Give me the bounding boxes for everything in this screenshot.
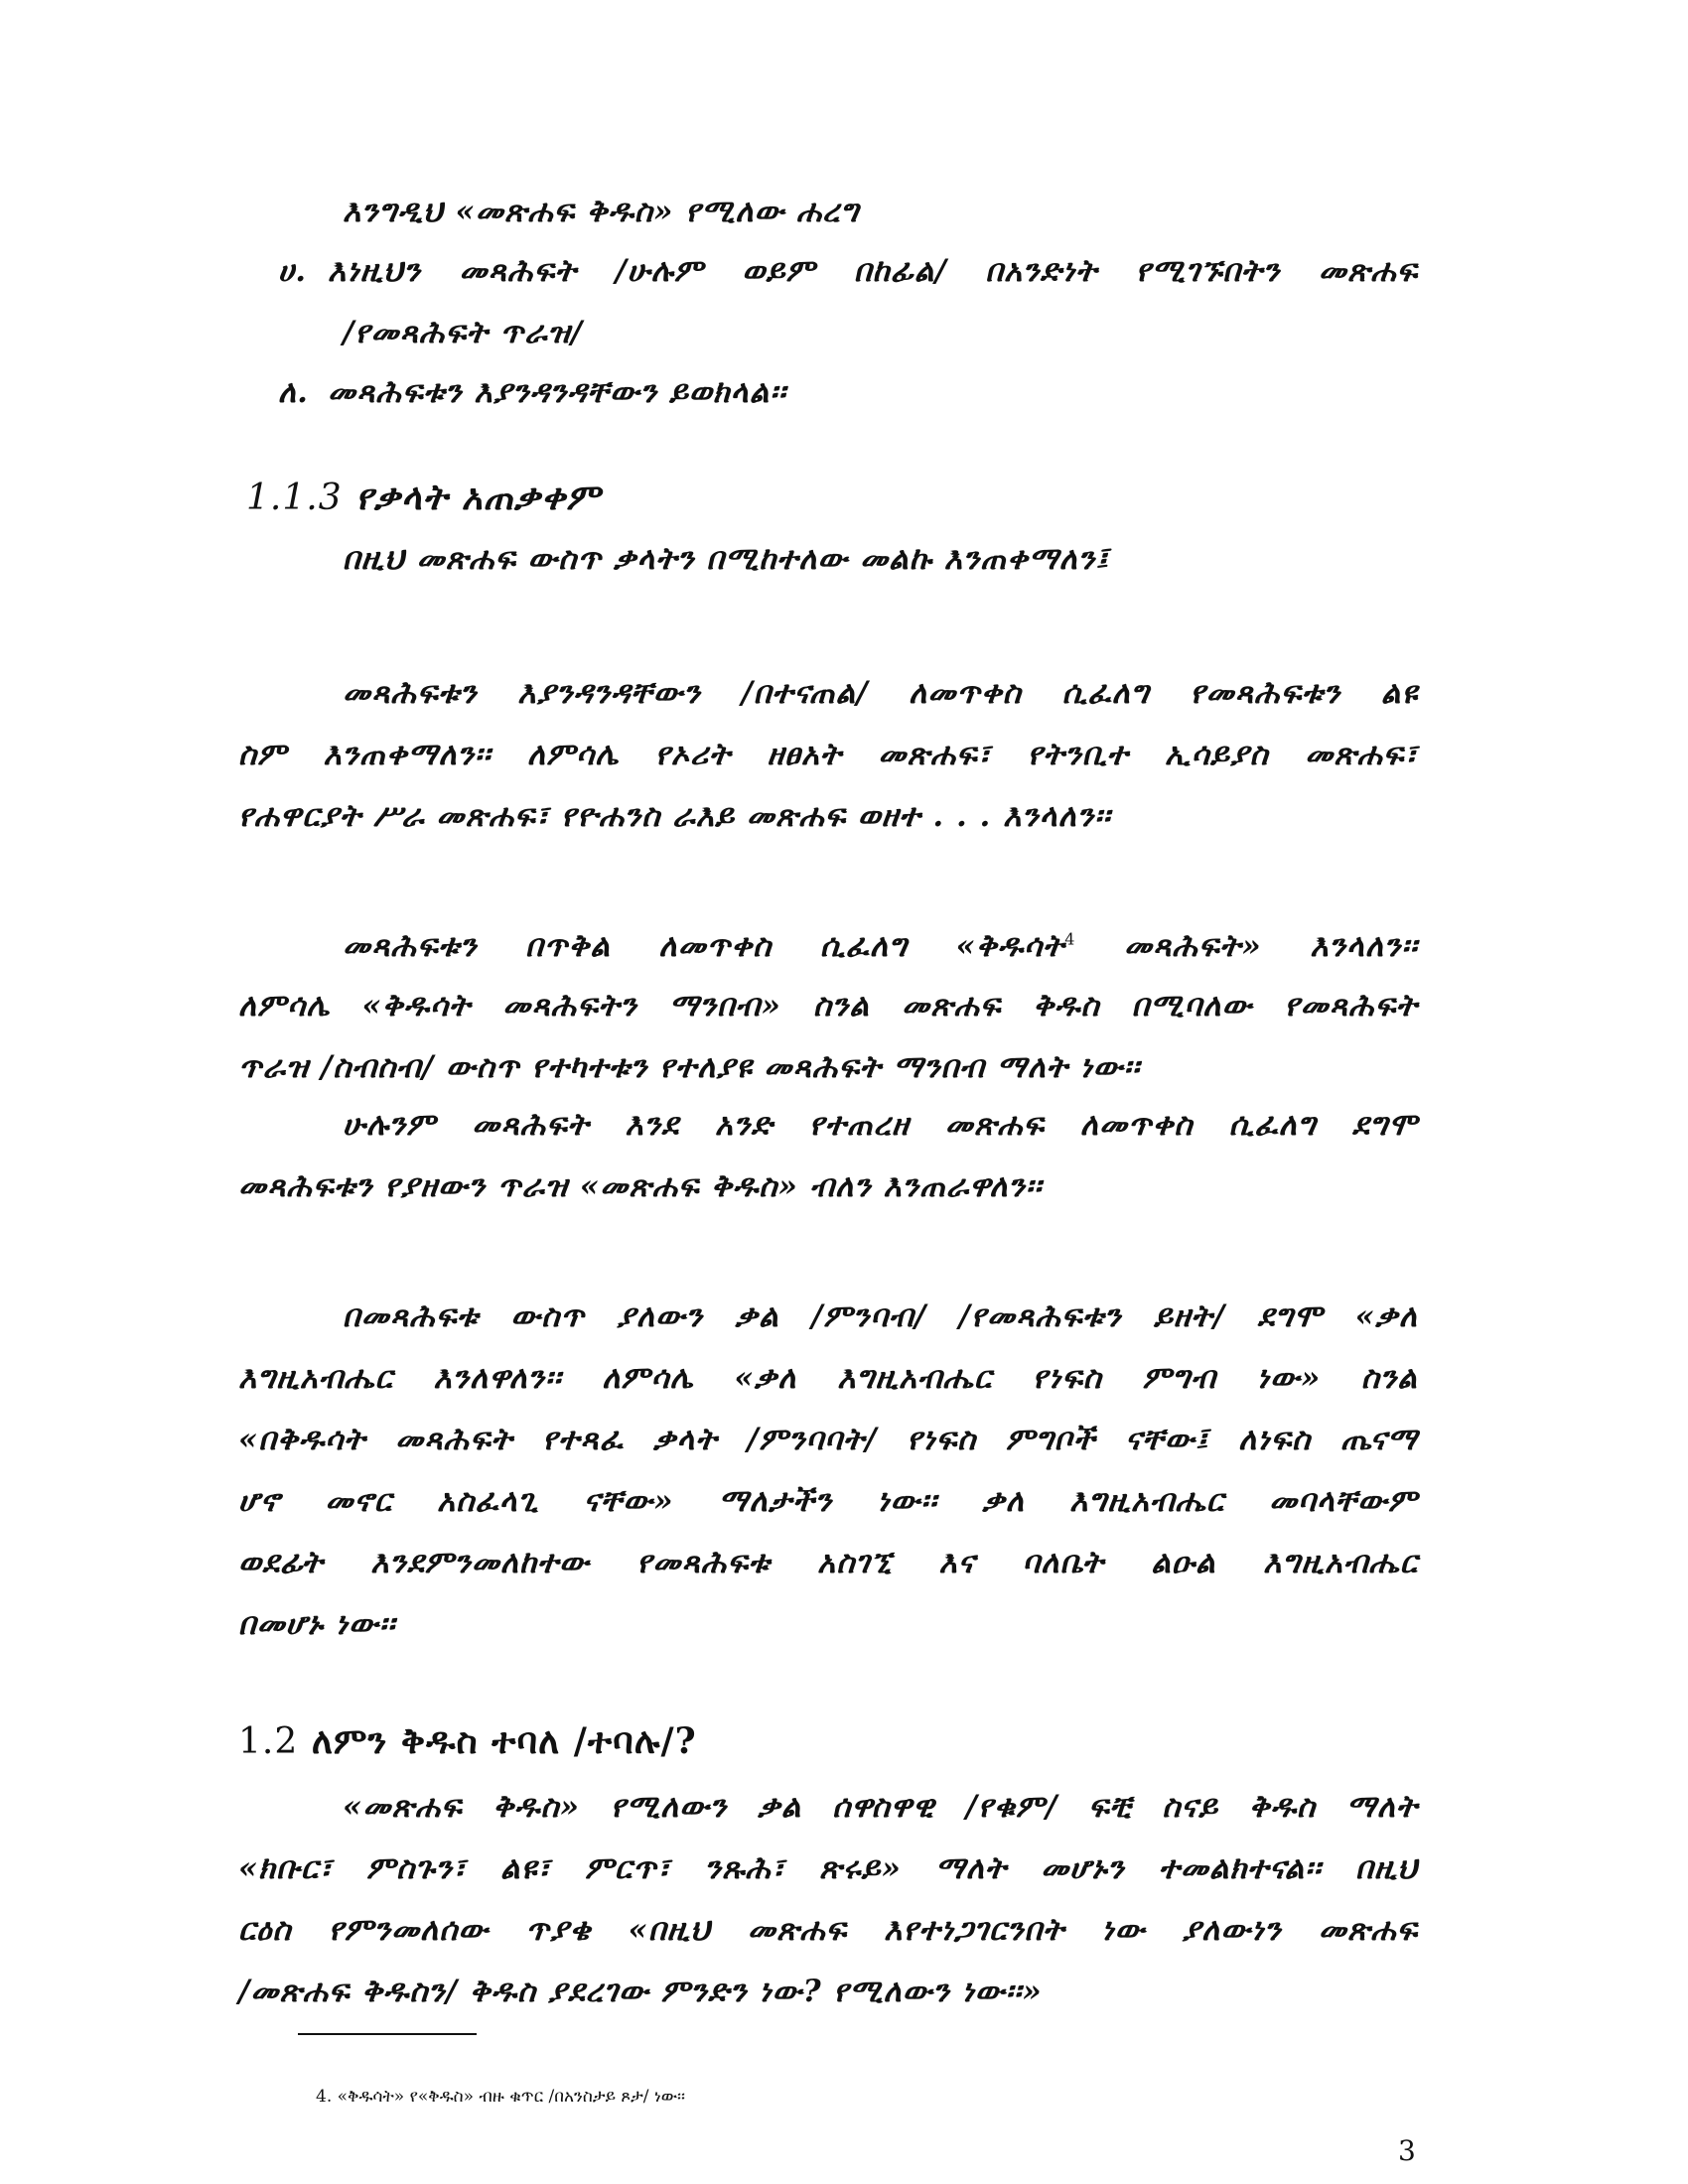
section-12-heading — [238, 1720, 697, 1763]
section-113-title: የቃላት አጠቃቀም — [355, 477, 601, 518]
p2-line-2: ለምሳሌ «ቅዱሳት መጻሕፍትን ማንበብ» ስንል መጽሐፍ ቅዱስ በሚባለው የመጻሕፍት — [238, 988, 1418, 1024]
p1-line-3: የሐዋርያት ሥራ መጽሐፍ፣ የዮሐንስ ራእይ መጽሐፍ ወዘተ . . . እንላለን፡፡ — [238, 798, 1111, 834]
p1-line-2: ስም እንጠቀማለን፡፡ ለምሳሌ የኦሪት ዘፀአት መጽሐፍ፣ የትንቢተ ኢሳይያስ መጽሐፍ፣ — [238, 737, 1418, 772]
p5-line-2: «ክቡር፣ ምስጉን፣ ልዩ፣ ምርጥ፣ ንጹሕ፣ ጽሩይ» ማለት መሆኑን ተመልክተናል፡፡ በዚህ — [238, 1850, 1418, 1886]
footnote-marker: 4 — [1064, 929, 1076, 949]
p5-line-1: «መጽሐፍ ቅዱስ» የሚለውን ቃል ሰዋስዋዊ /የቁም/ ፍቺ ስናይ ቅዱስ ማለት — [343, 1789, 1418, 1825]
p2-line-1b: መጻሕፍት» እንላለን፡፡ — [1075, 928, 1418, 964]
list-item-le — [278, 374, 786, 411]
page-number: 3 — [1398, 2134, 1416, 2167]
list-continuation: እንግዲህ «መጽሐፍ ቅዱስ» የሚለው ሐረግ — [343, 194, 860, 229]
list-item-le-text: መጻሕፍቱን እያንዳንዳቸውን ይወክላል፡፡ — [328, 374, 787, 410]
p4-line-3: «በቅዱሳት መጻሕፍት የተጻፈ ቃላት /ምንባባት/ የነፍስ ምግቦች ናቸው፤ ለነፍስ ጤናማ — [238, 1422, 1418, 1457]
section-12-title: ለምን ቅዱስ ተባለ /ተባሉ/? — [311, 1720, 697, 1762]
p4-line-1: በመጻሕፍቱ ውስጥ ያለውን ቃል /ምንባብ/ /የመጻሕፍቱን ይዘት/ ደግሞ «ቃለ — [343, 1298, 1418, 1334]
footnote: 4. «ቅዱሳት» የ«ቅዱስ» ብዙ ቁጥር /በአንስታይ ጾታ/ ነው፡፡ — [316, 2087, 686, 2107]
p4-line-2: እግዚአብሔር እንለዋለን፡፡ ለምሳሌ «ቃለ እግዚአብሔር የነፍስ ምግብ ነው» ስንል — [238, 1360, 1418, 1396]
p4-line-5: ወደፊት እንደምንመለከተው የመጻሕፍቱ አስገኚ እና ባለቤት ልዑል እግዚአብሔር — [238, 1545, 1418, 1580]
footnote-rule — [298, 2033, 477, 2035]
section-12-number: 1.2 — [238, 1721, 299, 1762]
p1-line-1: መጻሕፍቱን እያንዳንዳቸውን /በተናጠል/ ለመጥቀስ ሲፈለግ የመጻሕፍቱን ልዩ — [343, 675, 1418, 711]
p4-line-4: ሆኖ መኖር አስፈላጊ ናቸው» ማለታችን ነው፡፡ ቃለ እግዚአብሔር መባላቸውም — [238, 1483, 1418, 1519]
section-113-intro: በዚህ መጽሐፍ ውስጥ ቃላትን በሚከተለው መልኩ እንጠቀማለን፤ — [343, 541, 1109, 577]
list-item-ha-line2: /የመጻሕፍት ጥራዝ/ — [343, 315, 584, 350]
p2-line-1a: መጻሕፍቱን በጥቅል ለመጥቀስ ሲፈለግ «ቅዱሳት — [343, 928, 1065, 964]
p5-line-4: /መጽሐፍ ቅዱስን/ ቅዱስ ያደረገው ምንድን ነው? የሚለውን ነው፡፡» — [238, 1974, 1043, 2009]
p5-line-3: ርዕስ የምንመለሰው ጥያቄ «በዚህ መጽሐፍ እየተነጋገርንበት ነው ያለውነን መጽሐፍ — [238, 1912, 1418, 1948]
p2-line-1 — [343, 928, 1418, 965]
section-113-number: 1.1.3 — [246, 478, 343, 518]
list-item-le-label: ለ. — [278, 374, 309, 410]
list-item-ha-label: ሀ. — [278, 253, 308, 289]
list-item-ha-text: እነዚህን መጻሕፍት /ሁሉም ወይም በከፊል/ በአንድነት የሚገኙበትን መጽሐፍ — [328, 253, 1418, 289]
p4-line-6: በመሆኑ ነው፡፡ — [238, 1606, 396, 1642]
section-113-heading — [246, 477, 601, 519]
p3-line-2: መጻሕፍቱን የያዘውን ጥራዝ «መጽሐፍ ቅዱስ» ብለን እንጠራዋለን፡፡ — [238, 1168, 1043, 1204]
p2-line-3: ጥራዝ /ስብስብ/ ውስጥ የተካተቱን የተለያዩ መጻሕፍት ማንበብ ማለት ነው፡፡ — [238, 1049, 1141, 1085]
list-item-ha — [278, 253, 1418, 290]
p3-line-1: ሁሉንም መጻሕፍት እንደ አንድ የተጠረዘ መጽሐፍ ለመጥቀስ ሲፈለግ ደግሞ — [343, 1107, 1418, 1143]
